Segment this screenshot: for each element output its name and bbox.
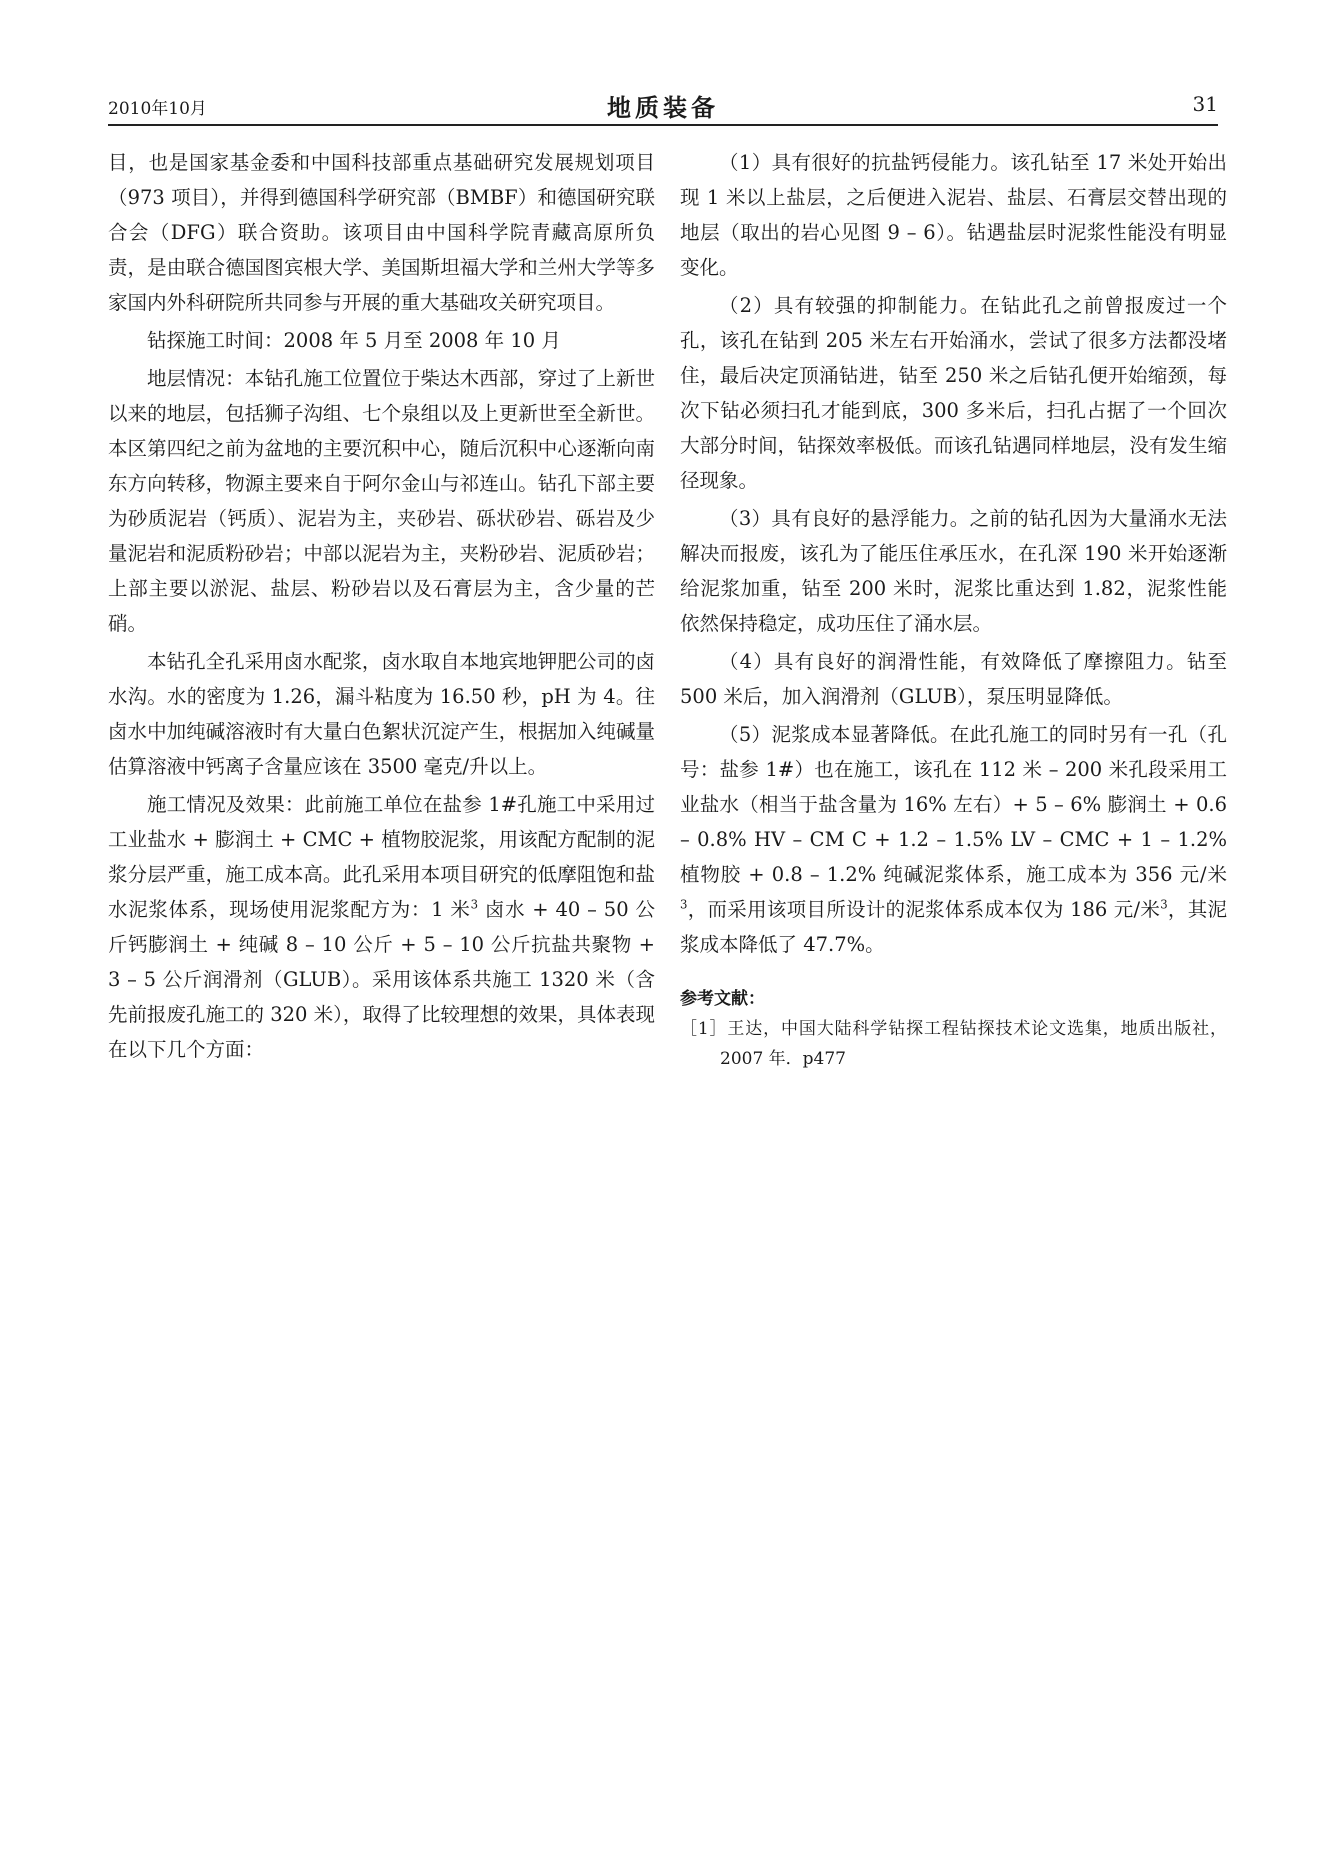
reference-item: ［1］王达，中国大陆科学钻探工程钻探技术论文选集，地质出版社，2007 年．p477 bbox=[680, 1019, 1227, 1069]
paragraph-item-1: （1）具有很好的抗盐钙侵能力。该孔钻至 17 米处开始出现 1 米以上盐层，之后便进入泥岩、盐层、石膏层交替出现的地层（取出的岩心见图 9 – 6）。钻遇盐层时泥浆性能没有明显变化。 bbox=[680, 151, 1227, 279]
superscript: 3 bbox=[1160, 897, 1168, 912]
paragraph-item-3: （3）具有良好的悬浮能力。之前的钻孔因为大量涌水无法解决而报废，该孔为了能压住承压水，在孔深 190 米开始逐渐给泥浆加重，钻至 200 米时，泥浆比重达到 1.82，泥浆性能依然保持稳定，成功压住了涌水层。 bbox=[680, 507, 1227, 635]
paragraph-construction bbox=[108, 787, 655, 1067]
page-header bbox=[108, 88, 1218, 128]
text-segment: 施工情况及效果：此前施工单位在盐参 1#孔施工中采用过工业盐水 + 膨润土 + CMC + 植物胶泥浆，用该配方配制的泥浆分层严重，施工成本高。此孔采用本项目研究的低摩阻饱和盐水泥浆体系，现场使用泥浆配方为：1 米 bbox=[108, 793, 655, 921]
paragraph-strata: 地层情况：本钻孔施工位置位于柴达木西部，穿过了上新世以来的地层，包括狮子沟组、七个泉组以及上更新世至全新世。本区第四纪之前为盆地的主要沉积中心，随后沉积中心逐渐向南东方向转移，物源主要来自于阿尔金山与祁连山。钻孔下部主要为砂质泥岩（钙质）、泥岩为主，夹砂岩、砾状砂岩、砾岩及少量泥岩和泥质粉砂岩；中部以泥岩为主，夹粉砂岩、泥质砂岩；上部主要以淤泥、盐层、粉砂岩以及石膏层为主，含少量的芒硝。 bbox=[108, 367, 655, 635]
paragraph-continued: 目，也是国家基金委和中国科技部重点基础研究发展规划项目（973 项目），并得到德国科学研究部（BMBF）和德国研究联合会（DFG）联合资助。该项目由中国科学院青藏高原所负责，是由联合德国图宾根大学、美国斯坦福大学和兰州大学等多家国内外科研院所共同参与开展的重大基础攻关研究项目。 bbox=[108, 151, 655, 314]
text-segment: 卤水 + 40 – 50 公斤钙膨润土 + 纯碱 8 – 10 公斤 + 5 – 10 公斤抗盐共聚物 + 3 – 5 公斤润滑剂（GLUB）。采用该体系共施工 1320 米（含先前报废孔施工的 320 米），取得了比较理想的效果，具体表现在以下几个方面： bbox=[108, 898, 656, 1061]
paragraph-item-2: （2）具有较强的抑制能力。在钻此孔之前曾报废过一个孔，该孔在钻到 205 米左右开始涌水，尝试了很多方法都没堵住，最后决定顶涌钻进，钻至 250 米之后钻孔便开始缩颈，每次下钻必须扫孔才能到底，300 多米后，扫孔占据了一个回次大部分时间，钻探效率极低。而该孔钻遇同样地层，没有发生缩径现象。 bbox=[680, 294, 1227, 492]
header-rule bbox=[108, 124, 1218, 126]
paragraph-drilling-time: 钻探施工时间：2008 年 5 月至 2008 年 10 月 bbox=[147, 329, 561, 352]
text-segment: （5）泥浆成本显著降低。在此孔施工的同时另有一孔（孔号：盐参 1#）也在施工，该孔在 112 米 – 200 米孔段采用工业盐水（相当于盐含量为 16% 左右）+ 5 – 6% 膨润土 + 0.6 – 0.8% HV – CM C + 1.2 – 1.5% LV – CMC + 1 – 1.2% 植物胶 + 0.8 – 1.2% 纯碱泥浆体系，施工成本为 356 元/米 bbox=[680, 723, 1227, 886]
text-segment: ，而采用该项目所设计的泥浆体系成本仅为 186 元/米 bbox=[687, 898, 1161, 921]
superscript: 3 bbox=[470, 897, 479, 912]
journal-title: 地质装备 bbox=[607, 93, 719, 122]
paragraph-item-4: （4）具有良好的润滑性能，有效降低了摩擦阻力。钻至 500 米后，加入润滑剂（GLUB），泵压明显降低。 bbox=[680, 650, 1227, 708]
references-title: 参考文献： bbox=[680, 989, 765, 1009]
superscript: 3 bbox=[680, 897, 688, 912]
left-column bbox=[108, 145, 655, 1070]
issue-date: 2010年10月 bbox=[108, 99, 207, 119]
text-segment: ，其泥浆成本降低了 47.7%。 bbox=[680, 898, 1227, 956]
page-number: 31 bbox=[1192, 92, 1218, 116]
paragraph-item-5 bbox=[680, 717, 1227, 962]
paragraph-brine: 本钻孔全孔采用卤水配浆，卤水取自本地宾地钾肥公司的卤水沟。水的密度为 1.26，漏斗粘度为 16.50 秒，pH 为 4。往卤水中加纯碱溶液时有大量白色絮状沉淀产生，根据加入纯碱量估算溶液中钙离子含量应该在 3500 毫克/升以上。 bbox=[108, 650, 655, 778]
right-column bbox=[680, 145, 1227, 1074]
